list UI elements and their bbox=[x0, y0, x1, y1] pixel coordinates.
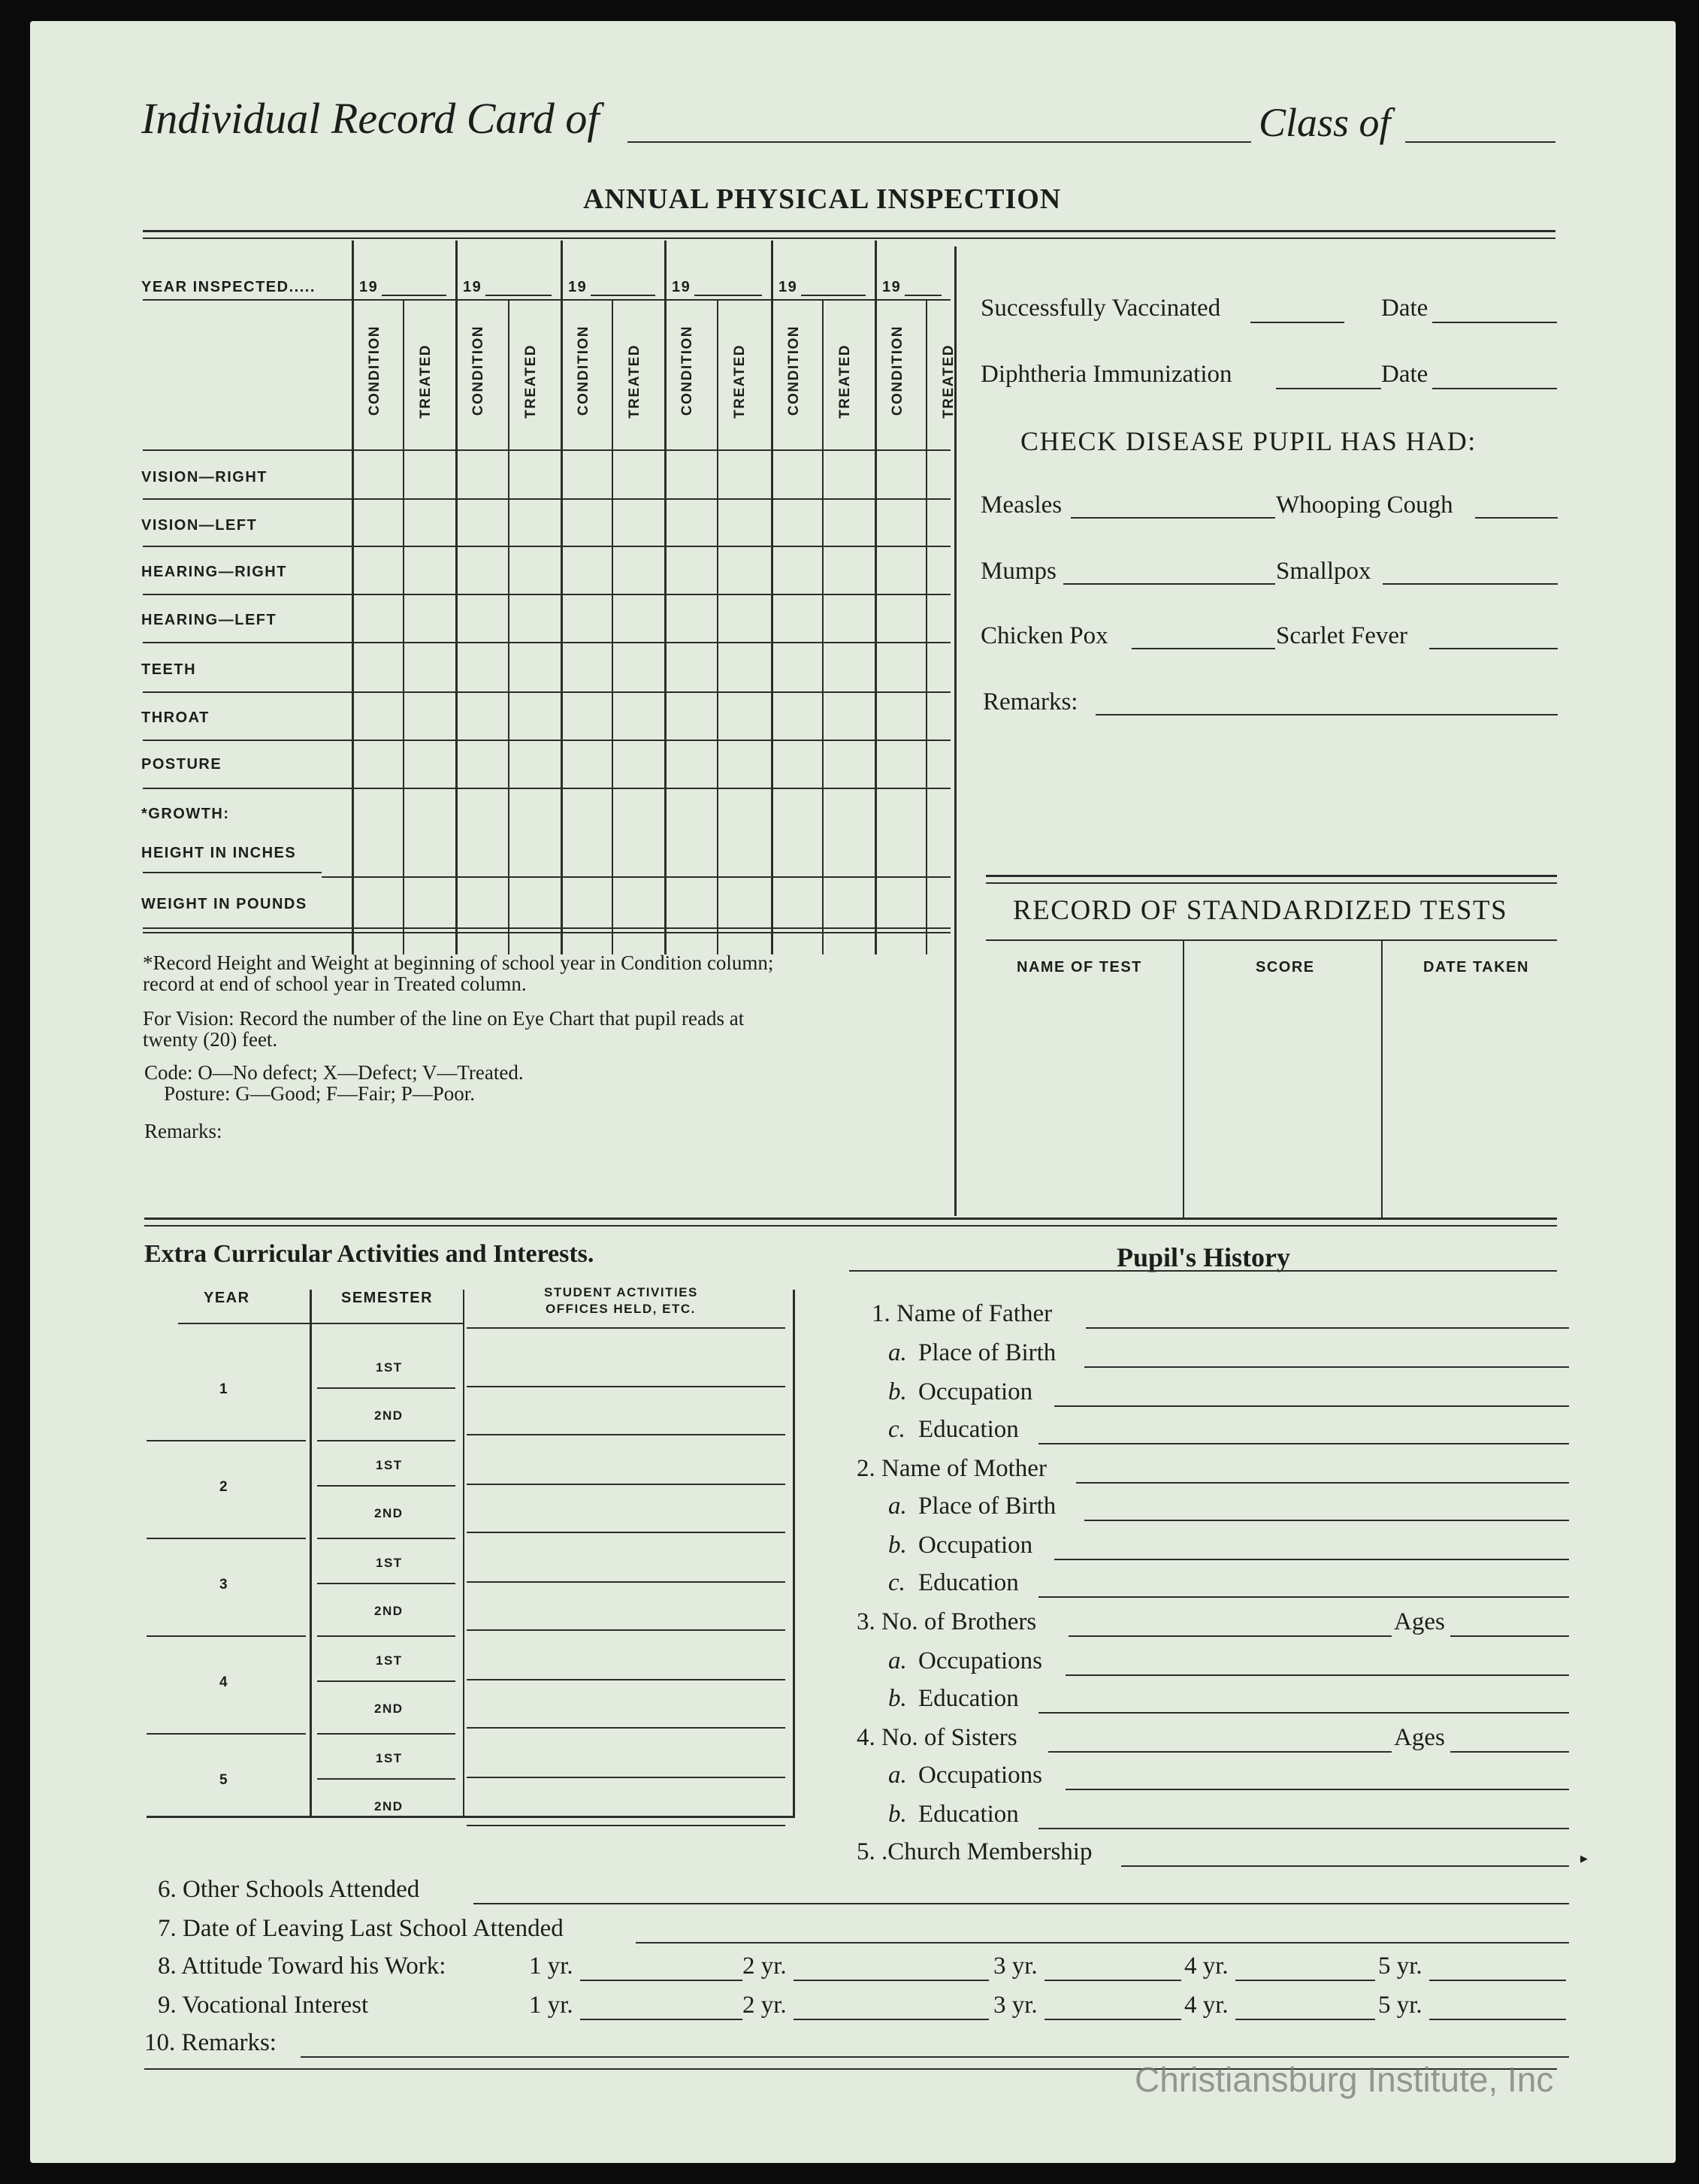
activities-col-year: YEAR bbox=[204, 1290, 250, 1306]
year-field-line[interactable] bbox=[485, 295, 552, 296]
column-treated-header: TREATED bbox=[418, 344, 434, 419]
year-label: 5 yr. bbox=[1378, 1953, 1422, 1980]
history-field-line[interactable] bbox=[1048, 1751, 1392, 1753]
history-field-label: Occupations bbox=[918, 1762, 1042, 1789]
history-field-line[interactable] bbox=[1054, 1559, 1569, 1560]
history-field-label: 7. Date of Leaving Last School Attended bbox=[158, 1915, 564, 1942]
diphtheria-line[interactable] bbox=[1276, 388, 1381, 389]
whooping-cough-label: Whooping Cough bbox=[1276, 492, 1453, 519]
history-field-label: Occupation bbox=[918, 1532, 1033, 1559]
row-label: WEIGHT IN POUNDS bbox=[141, 896, 307, 912]
activity-field-line[interactable] bbox=[467, 1629, 785, 1631]
activity-year-label: 4 bbox=[219, 1674, 228, 1690]
activity-year-label: 2 bbox=[219, 1479, 228, 1495]
history-field-line[interactable] bbox=[1038, 1828, 1569, 1829]
column-divider bbox=[717, 301, 718, 954]
year-prefix: 19 bbox=[359, 279, 379, 295]
history-field-label: Occupations bbox=[918, 1647, 1042, 1674]
tests-header-rule bbox=[986, 939, 1557, 941]
history-sub-letter: b. bbox=[888, 1801, 907, 1828]
column-divider bbox=[612, 301, 613, 954]
semester-rule bbox=[317, 1733, 455, 1735]
activity-year-label: 1 bbox=[219, 1381, 228, 1397]
history-field-label: 4. No. of Sisters bbox=[857, 1724, 1017, 1751]
activity-field-line[interactable] bbox=[467, 1679, 785, 1680]
tests-col-divider-2 bbox=[1381, 939, 1383, 1218]
note-vision-2: twenty (20) feet. bbox=[143, 1028, 278, 1051]
title-rule-top bbox=[143, 230, 1555, 232]
activity-field-line[interactable] bbox=[467, 1777, 785, 1778]
history-field-line[interactable] bbox=[473, 1903, 1569, 1904]
activity-field-line[interactable] bbox=[467, 1727, 785, 1729]
ages-label: Ages bbox=[1394, 1724, 1445, 1751]
note-code: Code: O—No defect; X—Defect; V—Treated. bbox=[144, 1061, 524, 1084]
history-sub-letter: a. bbox=[888, 1339, 907, 1366]
column-condition-header: CONDITION bbox=[367, 325, 382, 416]
row-label: THROAT bbox=[141, 709, 210, 726]
row-rule bbox=[143, 927, 951, 929]
history-field-label: 6. Other Schools Attended bbox=[158, 1876, 420, 1903]
semester-rule bbox=[317, 1538, 455, 1539]
row-label: HEARING—LEFT bbox=[141, 612, 277, 628]
row-rule bbox=[143, 788, 951, 789]
column-treated-header: TREATED bbox=[732, 344, 748, 419]
history-field-label: 2. Name of Mother bbox=[857, 1455, 1047, 1482]
record-card-label: Individual Record Card of bbox=[141, 94, 600, 143]
activities-right-border bbox=[793, 1290, 795, 1816]
header-rule bbox=[143, 449, 951, 451]
name-field-line[interactable] bbox=[627, 141, 1251, 143]
year-divider bbox=[352, 240, 354, 954]
year-prefix: 19 bbox=[778, 279, 798, 295]
title-rule-bottom bbox=[143, 237, 1555, 239]
smallpox-line[interactable] bbox=[1383, 583, 1558, 585]
watermark: Christiansburg Institute, Inc bbox=[1135, 2060, 1554, 2099]
history-sub-letter: b. bbox=[888, 1532, 907, 1559]
year-rule bbox=[147, 1635, 306, 1637]
smallpox-label: Smallpox bbox=[1276, 558, 1371, 585]
year-label: 1 yr. bbox=[529, 1992, 573, 2019]
tests-rule-bottom bbox=[986, 882, 1557, 884]
semester-1-label: 1ST bbox=[376, 1458, 403, 1472]
year-field-line[interactable] bbox=[694, 295, 762, 296]
year-field-line[interactable] bbox=[1044, 1980, 1181, 1981]
year-label: 4 yr. bbox=[1184, 1992, 1229, 2019]
history-field-label: 10. Remarks: bbox=[144, 2029, 277, 2056]
year-prefix: 19 bbox=[882, 279, 902, 295]
chicken-pox-line[interactable] bbox=[1132, 648, 1275, 649]
activity-field-line[interactable] bbox=[467, 1581, 785, 1583]
column-divider bbox=[508, 301, 509, 954]
activities-col-semester: SEMESTER bbox=[341, 1290, 434, 1306]
year-field-line[interactable] bbox=[1429, 1980, 1566, 1981]
column-treated-header: TREATED bbox=[837, 344, 853, 419]
year-label: 3 yr. bbox=[993, 1992, 1038, 2019]
history-field-line[interactable] bbox=[1038, 1712, 1569, 1714]
class-field-line[interactable] bbox=[1405, 141, 1555, 143]
health-remarks-label: Remarks: bbox=[983, 688, 1078, 715]
history-field-label: Place of Birth bbox=[918, 1493, 1057, 1520]
activities-col-divider-1 bbox=[310, 1290, 312, 1816]
column-treated-header: TREATED bbox=[941, 344, 957, 419]
year-label: 5 yr. bbox=[1378, 1992, 1422, 2019]
measles-line[interactable] bbox=[1071, 517, 1275, 519]
history-sub-letter: c. bbox=[888, 1416, 905, 1443]
history-sub-letter: b. bbox=[888, 1378, 907, 1405]
column-condition-header: CONDITION bbox=[890, 325, 905, 416]
whooping-cough-line[interactable] bbox=[1475, 517, 1558, 519]
semester-rule bbox=[317, 1387, 455, 1389]
year-label: 2 yr. bbox=[742, 1992, 787, 2019]
year-field-line[interactable] bbox=[801, 295, 866, 296]
semester-2-label: 2ND bbox=[374, 1604, 404, 1618]
year-divider bbox=[455, 240, 458, 954]
history-field-line[interactable] bbox=[1084, 1520, 1569, 1521]
semester-2-label: 2ND bbox=[374, 1408, 404, 1423]
activity-field-line[interactable] bbox=[467, 1386, 785, 1387]
note-posture-code: Posture: G—Good; F—Fair; P—Poor. bbox=[164, 1082, 476, 1105]
semester-1-label: 1ST bbox=[376, 1360, 403, 1375]
diphtheria-label: Diphtheria Immunization bbox=[981, 361, 1232, 388]
activities-bottom-border bbox=[147, 1816, 795, 1818]
year-field-line[interactable] bbox=[1429, 2019, 1566, 2020]
edge-mark: ▸ bbox=[1580, 1850, 1589, 1867]
history-field-line[interactable] bbox=[1066, 1674, 1569, 1676]
year-divider bbox=[875, 240, 877, 954]
mumps-label: Mumps bbox=[981, 558, 1057, 585]
row-label: HEIGHT IN INCHES bbox=[141, 845, 297, 861]
history-field-label: 3. No. of Brothers bbox=[857, 1608, 1037, 1635]
history-field-label: Education bbox=[918, 1685, 1019, 1712]
activity-field-line[interactable] bbox=[467, 1532, 785, 1533]
history-field-label: Education bbox=[918, 1801, 1019, 1828]
semester-1-label: 1ST bbox=[376, 1751, 403, 1765]
semester-1-label: 1ST bbox=[376, 1653, 403, 1668]
semester-2-label: 2ND bbox=[374, 1506, 404, 1520]
inspection-remarks-label: Remarks: bbox=[144, 1120, 222, 1142]
year-field-line[interactable] bbox=[794, 1980, 989, 1981]
column-treated-header: TREATED bbox=[627, 344, 642, 419]
activity-field-line[interactable] bbox=[467, 1484, 785, 1485]
row-rule bbox=[143, 498, 951, 500]
note-vision: For Vision: Record the number of the line on Eye Chart that pupil reads at bbox=[143, 1007, 745, 1030]
activities-header-rule bbox=[178, 1323, 310, 1324]
column-condition-header: CONDITION bbox=[786, 325, 802, 416]
year-field-line[interactable] bbox=[1044, 2019, 1181, 2020]
tests-rule-top bbox=[986, 875, 1557, 877]
row-rule bbox=[143, 740, 951, 741]
history-field-label: Occupation bbox=[918, 1378, 1033, 1405]
history-title-rule bbox=[849, 1270, 1557, 1272]
activities-col-student-2: OFFICES HELD, ETC. bbox=[546, 1302, 696, 1316]
year-field-line[interactable] bbox=[382, 295, 446, 296]
year-rule bbox=[147, 1733, 306, 1735]
activities-header-rule bbox=[310, 1323, 463, 1324]
row-rule bbox=[143, 642, 951, 643]
history-sub-letter: a. bbox=[888, 1647, 907, 1674]
tests-col-score: SCORE bbox=[1256, 959, 1315, 976]
activities-title: Extra Curricular Activities and Interests. bbox=[144, 1240, 594, 1268]
year-divider bbox=[664, 240, 667, 954]
chicken-pox-label: Chicken Pox bbox=[981, 622, 1108, 649]
row-label: *GROWTH: bbox=[141, 806, 230, 822]
note-growth-2: record at end of school year in Treated column. bbox=[143, 973, 527, 995]
year-field-line[interactable] bbox=[591, 295, 655, 296]
row-rule bbox=[143, 546, 951, 547]
semester-2-label: 2ND bbox=[374, 1702, 404, 1716]
semester-rule bbox=[317, 1778, 455, 1780]
year-label: 4 yr. bbox=[1184, 1953, 1229, 1980]
history-field-label: 9. Vocational Interest bbox=[158, 1992, 369, 2019]
history-field-line[interactable] bbox=[1054, 1405, 1569, 1407]
row-label: HEARING—RIGHT bbox=[141, 564, 287, 580]
vaccinated-date-label: Date bbox=[1381, 295, 1428, 322]
column-treated-header: TREATED bbox=[523, 344, 539, 419]
history-field-line[interactable] bbox=[1121, 1865, 1569, 1867]
history-field-line[interactable] bbox=[1076, 1482, 1569, 1484]
note-growth: *Record Height and Weight at beginning of school year in Condition column; bbox=[143, 951, 774, 974]
semester-rule bbox=[317, 1680, 455, 1682]
activity-field-line[interactable] bbox=[467, 1434, 785, 1435]
middle-rule-top bbox=[144, 1218, 1557, 1220]
history-sub-letter: b. bbox=[888, 1685, 907, 1712]
year-field-line[interactable] bbox=[580, 2019, 742, 2020]
history-sub-letter: a. bbox=[888, 1762, 907, 1789]
row-rule bbox=[143, 932, 951, 933]
diphtheria-date-label: Date bbox=[1381, 361, 1428, 388]
remarks-field-line[interactable] bbox=[301, 2056, 1569, 2058]
semester-1-label: 1ST bbox=[376, 1556, 403, 1570]
scarlet-fever-line[interactable] bbox=[1429, 648, 1558, 649]
year-field-line[interactable] bbox=[1235, 2019, 1375, 2020]
vaccinated-line[interactable] bbox=[1250, 322, 1344, 323]
year-rule bbox=[147, 1440, 306, 1441]
record-card-page bbox=[30, 21, 1676, 2163]
activity-year-label: 3 bbox=[219, 1577, 228, 1593]
year-field-line[interactable] bbox=[580, 1980, 742, 1981]
activity-year-label: 5 bbox=[219, 1772, 228, 1788]
year-rule bbox=[147, 1538, 306, 1539]
year-divider bbox=[561, 240, 563, 954]
year-label: 2 yr. bbox=[742, 1953, 787, 1980]
activity-field-line[interactable] bbox=[467, 1825, 785, 1826]
row-rule bbox=[143, 691, 951, 693]
column-condition-header: CONDITION bbox=[679, 325, 695, 416]
semester-rule bbox=[317, 1440, 455, 1441]
row-label: TEETH bbox=[141, 661, 197, 678]
year-field-line[interactable] bbox=[794, 2019, 989, 2020]
history-field-label: 8. Attitude Toward his Work: bbox=[158, 1953, 446, 1980]
semester-rule bbox=[317, 1485, 455, 1487]
history-field-line[interactable] bbox=[1066, 1789, 1569, 1790]
column-divider bbox=[403, 301, 404, 954]
year-prefix: 19 bbox=[463, 279, 482, 295]
year-inspected-label: YEAR INSPECTED..... bbox=[141, 279, 316, 295]
history-field-line[interactable] bbox=[1038, 1596, 1569, 1598]
row-label: VISION—LEFT bbox=[141, 517, 258, 534]
semester-2-label: 2ND bbox=[374, 1799, 404, 1813]
semester-rule bbox=[317, 1635, 455, 1637]
history-sub-letter: a. bbox=[888, 1493, 907, 1520]
history-field-label: Education bbox=[918, 1569, 1019, 1596]
year-label: 3 yr. bbox=[993, 1953, 1038, 1980]
row-rule bbox=[322, 876, 951, 878]
year-divider bbox=[771, 240, 773, 954]
activities-col-divider-2 bbox=[463, 1290, 464, 1816]
row-rule bbox=[143, 594, 951, 595]
year-field-line[interactable] bbox=[1235, 1980, 1375, 1981]
history-field-line[interactable] bbox=[1069, 1635, 1392, 1637]
scarlet-fever-label: Scarlet Fever bbox=[1276, 622, 1408, 649]
year-prefix: 19 bbox=[568, 279, 588, 295]
measles-label: Measles bbox=[981, 492, 1063, 519]
history-field-label: 5. .Church Membership bbox=[857, 1838, 1093, 1865]
row-rule bbox=[143, 872, 322, 873]
check-disease-title: CHECK DISEASE PUPIL HAS HAD: bbox=[1020, 426, 1477, 456]
tests-title: RECORD OF STANDARDIZED TESTS bbox=[1013, 895, 1508, 926]
activities-col-student-1: STUDENT ACTIVITIES bbox=[544, 1285, 698, 1299]
tests-col-date: DATE TAKEN bbox=[1423, 959, 1529, 976]
mumps-line[interactable] bbox=[1063, 583, 1275, 585]
vaccinated-label: Successfully Vaccinated bbox=[981, 295, 1221, 322]
history-title: Pupil's History bbox=[1117, 1242, 1291, 1272]
class-label: Class of bbox=[1259, 100, 1391, 145]
vaccinated-date-line[interactable] bbox=[1432, 322, 1557, 323]
history-field-label: 1. Name of Father bbox=[872, 1300, 1053, 1327]
middle-rule-bottom bbox=[144, 1225, 1557, 1227]
history-sub-letter: c. bbox=[888, 1569, 905, 1596]
history-field-line[interactable] bbox=[1084, 1366, 1569, 1368]
column-condition-header: CONDITION bbox=[470, 325, 486, 416]
activities-header-rule bbox=[467, 1327, 785, 1329]
diphtheria-date-line[interactable] bbox=[1432, 388, 1557, 389]
history-field-line[interactable] bbox=[636, 1942, 1569, 1944]
year-prefix: 19 bbox=[672, 279, 691, 295]
column-condition-header: CONDITION bbox=[576, 325, 591, 416]
ages-field-line[interactable] bbox=[1450, 1751, 1569, 1753]
year-field-line[interactable] bbox=[905, 295, 942, 296]
health-remarks-line[interactable] bbox=[1096, 714, 1558, 715]
history-field-label: Place of Birth bbox=[918, 1339, 1057, 1366]
history-field-label: Education bbox=[918, 1416, 1019, 1443]
tests-col-name: NAME OF TEST bbox=[1017, 959, 1142, 976]
ages-label: Ages bbox=[1394, 1608, 1445, 1635]
ages-field-line[interactable] bbox=[1450, 1635, 1569, 1637]
year-label: 1 yr. bbox=[529, 1953, 573, 1980]
column-divider bbox=[926, 301, 927, 954]
history-field-line[interactable] bbox=[1086, 1327, 1569, 1329]
row-label: VISION—RIGHT bbox=[141, 469, 268, 486]
history-field-line[interactable] bbox=[1038, 1443, 1569, 1444]
semester-rule bbox=[317, 1583, 455, 1584]
tests-col-divider-1 bbox=[1183, 939, 1184, 1218]
column-divider bbox=[822, 301, 824, 954]
row-label: POSTURE bbox=[141, 756, 222, 773]
year-row-rule bbox=[143, 299, 951, 301]
page-title: ANNUAL PHYSICAL INSPECTION bbox=[583, 183, 1062, 215]
